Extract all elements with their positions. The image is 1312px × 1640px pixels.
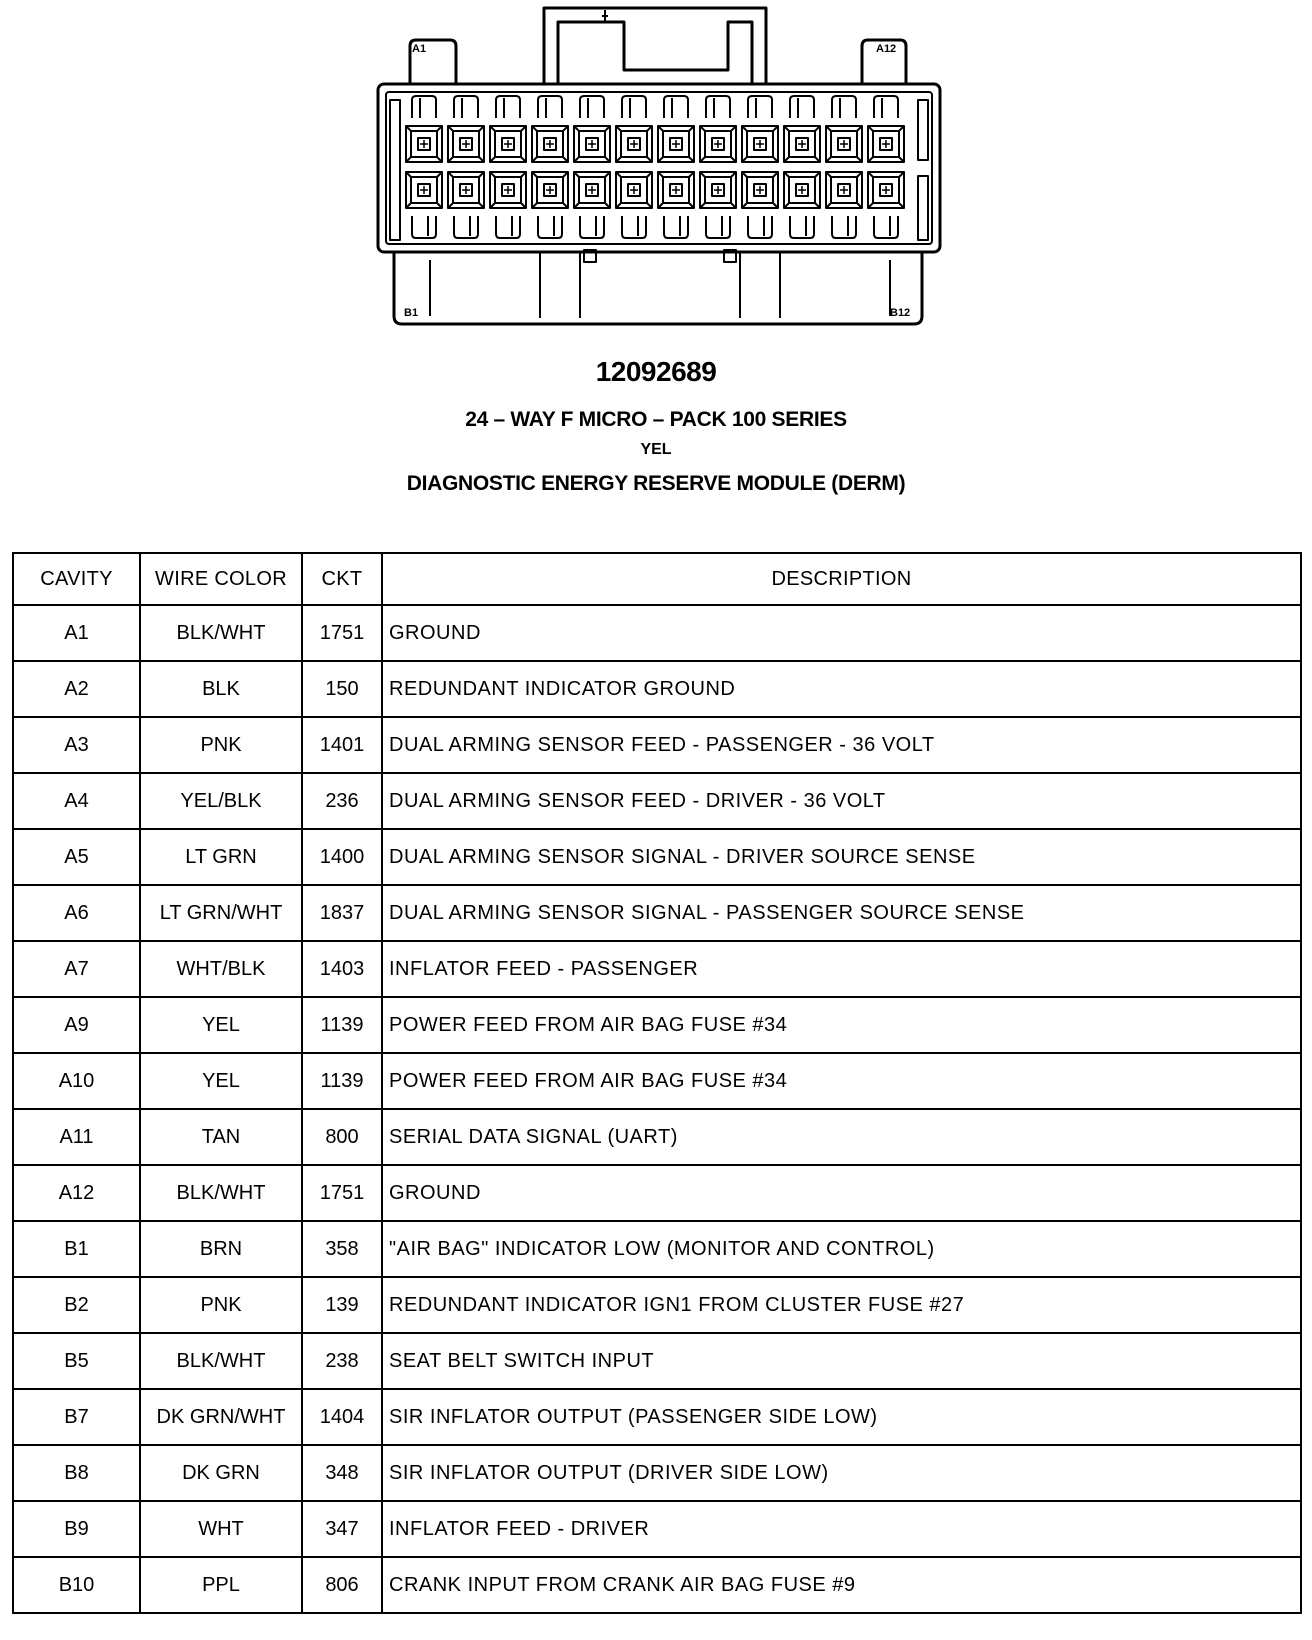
terminal-tab (538, 96, 562, 118)
ckt-cell: 1751 (302, 605, 382, 661)
wire-color-cell: TAN (140, 1109, 302, 1165)
terminal-tab (622, 96, 646, 118)
part-number: 12092689 (595, 356, 717, 387)
terminal-tab (832, 96, 856, 118)
pin-label-b12: B12 (890, 307, 911, 319)
table-row (13, 829, 1301, 885)
cavity-cell: A7 (13, 941, 140, 997)
latch (544, 8, 766, 84)
description-cell: SEAT BELT SWITCH INPUT (382, 1333, 1301, 1389)
cavity (490, 172, 526, 208)
cavity-cell: B1 (13, 1221, 140, 1277)
top-terminal-tabs (412, 96, 898, 118)
wire-color-cell: LT GRN/WHT (140, 885, 302, 941)
cavity-cell: A1 (13, 605, 140, 661)
wire-color-cell: BLK/WHT (140, 1333, 302, 1389)
description-cell: "AIR BAG" INDICATOR LOW (MONITOR AND CONTROL) (382, 1221, 1301, 1277)
terminal-tab (580, 216, 604, 238)
wire-color-cell: WHT/BLK (140, 941, 302, 997)
cavity (532, 126, 568, 162)
table-row (13, 885, 1301, 941)
cavity (574, 126, 610, 162)
wire-color-cell: LT GRN (140, 829, 302, 885)
description-cell: GROUND (382, 605, 1301, 661)
description-cell: SERIAL DATA SIGNAL (UART) (382, 1109, 1301, 1165)
cavity (406, 126, 442, 162)
terminal-tab (874, 96, 898, 118)
wire-color-cell: PNK (140, 717, 302, 773)
table-row (13, 1277, 1301, 1333)
terminal-tab (790, 216, 814, 238)
connector-skirt (394, 252, 922, 324)
description-cell: GROUND (382, 1165, 1301, 1221)
cavity (406, 172, 442, 208)
cavity-cell: A3 (13, 717, 140, 773)
terminal-tab (832, 216, 856, 238)
cavity-cell: A10 (13, 1053, 140, 1109)
terminal-tab (412, 216, 436, 238)
wire-color-cell: YEL/BLK (140, 773, 302, 829)
cavity (658, 172, 694, 208)
terminal-tab (664, 216, 688, 238)
ckt-cell: 1751 (302, 1165, 382, 1221)
ckt-cell: 1403 (302, 941, 382, 997)
description-cell: INFLATOR FEED - PASSENGER (382, 941, 1301, 997)
header-description: DESCRIPTION (382, 553, 1301, 605)
ckt-cell: 1400 (302, 829, 382, 885)
cavity (742, 172, 778, 208)
ckt-cell: 1139 (302, 1053, 382, 1109)
connector-color: YEL (640, 441, 672, 458)
wire-color-cell: BLK (140, 661, 302, 717)
table-row (13, 941, 1301, 997)
cavity (826, 172, 862, 208)
cavity (448, 126, 484, 162)
table-row (13, 997, 1301, 1053)
header-ckt: CKT (302, 553, 382, 605)
cavity (490, 126, 526, 162)
cavity (658, 126, 694, 162)
cavity (700, 126, 736, 162)
table-row (13, 1053, 1301, 1109)
cavity-cell: A4 (13, 773, 140, 829)
wire-color-cell: BLK/WHT (140, 605, 302, 661)
cavity (784, 172, 820, 208)
ckt-cell: 1837 (302, 885, 382, 941)
terminal-tab (454, 216, 478, 238)
cavity-cell: B9 (13, 1501, 140, 1557)
terminal-tab (706, 216, 730, 238)
connector-series: 24 – WAY F MICRO – PACK 100 SERIES (465, 408, 847, 431)
wire-color-cell: BLK/WHT (140, 1165, 302, 1221)
terminal-tab (412, 96, 436, 118)
cavity (700, 172, 736, 208)
module-name: DIAGNOSTIC ENERGY RESERVE MODULE (DERM) (406, 472, 906, 495)
cavity-cell: A12 (13, 1165, 140, 1221)
table-row (13, 1221, 1301, 1277)
terminal-tab (496, 96, 520, 118)
table-row (13, 1445, 1301, 1501)
description-cell: POWER FEED FROM AIR BAG FUSE #34 (382, 1053, 1301, 1109)
terminal-tab (748, 216, 772, 238)
cavity (532, 172, 568, 208)
ckt-cell: 806 (302, 1557, 382, 1613)
pin-label-a12: A12 (876, 43, 897, 55)
cavity-cell: B5 (13, 1333, 140, 1389)
table-row (13, 1165, 1301, 1221)
description-cell: DUAL ARMING SENSOR FEED - PASSENGER - 36 VOLT (382, 717, 1301, 773)
cavity (742, 126, 778, 162)
cavity-cell: B7 (13, 1389, 140, 1445)
table-row (13, 1109, 1301, 1165)
terminal-tab (454, 96, 478, 118)
cavity (448, 172, 484, 208)
cavity-cell: A2 (13, 661, 140, 717)
cavity (868, 126, 904, 162)
cavity-cell: A6 (13, 885, 140, 941)
wire-color-cell: PNK (140, 1277, 302, 1333)
ckt-cell: 347 (302, 1501, 382, 1557)
cavity-cell: A11 (13, 1109, 140, 1165)
table-row (13, 717, 1301, 773)
table-header-row (13, 553, 1301, 605)
terminal-tab (874, 216, 898, 238)
pin-label-b1: B1 (404, 307, 419, 319)
description-cell: DUAL ARMING SENSOR FEED - DRIVER - 36 VOLT (382, 773, 1301, 829)
description-cell: INFLATOR FEED - DRIVER (382, 1501, 1301, 1557)
ckt-cell: 348 (302, 1445, 382, 1501)
cavity-cell: B2 (13, 1277, 140, 1333)
table-row (13, 1389, 1301, 1445)
ckt-cell: 139 (302, 1277, 382, 1333)
pinout-table (12, 552, 1302, 1614)
table-row (13, 1557, 1301, 1613)
cavity-cell: B8 (13, 1445, 140, 1501)
ckt-cell: 150 (302, 661, 382, 717)
description-cell: DUAL ARMING SENSOR SIGNAL - PASSENGER SOURCE SENSE (382, 885, 1301, 941)
wire-color-cell: YEL (140, 1053, 302, 1109)
bottom-terminal-tabs (412, 216, 898, 238)
ckt-cell: 1404 (302, 1389, 382, 1445)
table-row (13, 1333, 1301, 1389)
ckt-cell: 236 (302, 773, 382, 829)
terminal-tab (622, 216, 646, 238)
table-row (13, 1501, 1301, 1557)
terminal-tab (748, 96, 772, 118)
table-row (13, 605, 1301, 661)
description-cell: CRANK INPUT FROM CRANK AIR BAG FUSE #9 (382, 1557, 1301, 1613)
terminal-tab (706, 96, 730, 118)
wire-color-cell: DK GRN/WHT (140, 1389, 302, 1445)
header-cavity: CAVITY (13, 553, 140, 605)
description-cell: REDUNDANT INDICATOR GROUND (382, 661, 1301, 717)
cavity (574, 172, 610, 208)
table-row (13, 773, 1301, 829)
table-row (13, 661, 1301, 717)
cavity-cell: A9 (13, 997, 140, 1053)
cavity (616, 172, 652, 208)
header-wire-color: WIRE COLOR (140, 553, 302, 605)
description-cell: SIR INFLATOR OUTPUT (PASSENGER SIDE LOW) (382, 1389, 1301, 1445)
pin-label-a1: A1 (412, 43, 427, 55)
terminal-tab (790, 96, 814, 118)
cavity-row-b (406, 172, 904, 208)
description-cell: DUAL ARMING SENSOR SIGNAL - DRIVER SOURCE SENSE (382, 829, 1301, 885)
connector-diagram (370, 0, 950, 340)
terminal-tab (664, 96, 688, 118)
description-cell: REDUNDANT INDICATOR IGN1 FROM CLUSTER FUSE #27 (382, 1277, 1301, 1333)
cavity-cell: A5 (13, 829, 140, 885)
ckt-cell: 358 (302, 1221, 382, 1277)
wire-color-cell: DK GRN (140, 1445, 302, 1501)
terminal-tab (538, 216, 562, 238)
description-cell: POWER FEED FROM AIR BAG FUSE #34 (382, 997, 1301, 1053)
cavity-cell: B10 (13, 1557, 140, 1613)
description-cell: SIR INFLATOR OUTPUT (DRIVER SIDE LOW) (382, 1445, 1301, 1501)
ckt-cell: 1139 (302, 997, 382, 1053)
wire-color-cell: PPL (140, 1557, 302, 1613)
cavity (784, 126, 820, 162)
cavity-row-a (406, 126, 904, 162)
cavity (616, 126, 652, 162)
wire-color-cell: WHT (140, 1501, 302, 1557)
wire-color-cell: BRN (140, 1221, 302, 1277)
cavity (868, 172, 904, 208)
terminal-tab (496, 216, 520, 238)
cavity (826, 126, 862, 162)
terminal-tab (580, 96, 604, 118)
ckt-cell: 1401 (302, 717, 382, 773)
ckt-cell: 800 (302, 1109, 382, 1165)
ckt-cell: 238 (302, 1333, 382, 1389)
wire-color-cell: YEL (140, 997, 302, 1053)
